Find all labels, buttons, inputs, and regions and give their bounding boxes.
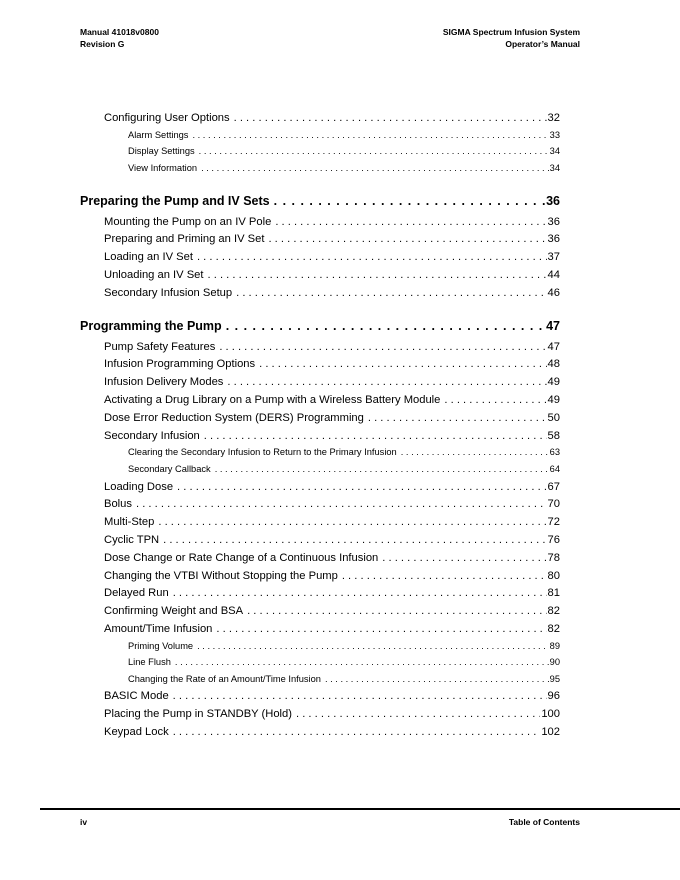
toc-page-number: 33 (549, 129, 560, 140)
toc-title: Preparing and Priming an IV Set (104, 233, 265, 246)
toc-title: Confirming Weight and BSA (104, 605, 244, 618)
dot-leader (296, 708, 540, 720)
toc-title: Line Flush (128, 657, 171, 668)
toc-section[interactable] (80, 216, 560, 234)
toc-title: Changing the VTBI Without Stopping the Pump (104, 569, 338, 582)
toc-title: Bolus (104, 498, 132, 511)
toc-page-number: 37 (547, 251, 560, 264)
toc-page-number: 36 (547, 233, 560, 246)
toc-page-number: 76 (547, 533, 560, 546)
dot-leader (208, 269, 547, 281)
dot-leader (173, 726, 541, 738)
toc-title: View Information (128, 162, 198, 173)
revision: Revision G (80, 39, 125, 49)
toc-section[interactable] (80, 570, 560, 588)
toc-section[interactable] (80, 587, 560, 605)
dot-leader (197, 251, 547, 263)
dot-leader (268, 233, 546, 245)
toc-page-number: 96 (547, 690, 560, 703)
dot-leader (215, 464, 549, 474)
toc-page-number: 36 (546, 193, 560, 208)
toc-page-number: 32 (547, 112, 560, 124)
dot-leader (136, 498, 547, 510)
toc-title: Pump Safety Features (104, 340, 216, 353)
header-right (443, 26, 580, 50)
toc-title: Activating a Drug Library on a Pump with a Wireless Battery Module (104, 393, 441, 406)
dot-leader (227, 376, 546, 388)
toc-page-number: 48 (547, 358, 560, 371)
toc-page-number: 89 (549, 640, 560, 651)
toc-subsection[interactable] (80, 674, 560, 691)
toc-subsection[interactable] (80, 447, 560, 464)
dot-leader (219, 341, 546, 353)
toc-section[interactable] (80, 376, 560, 394)
toc-title: Amount/Time Infusion (104, 622, 213, 635)
toc-page-number: 63 (549, 447, 560, 458)
toc-title: Loading an IV Set (104, 251, 193, 264)
toc-page-number: 34 (549, 162, 560, 173)
dot-leader (177, 481, 547, 493)
toc-chapter[interactable] (80, 194, 560, 216)
toc-section[interactable] (80, 481, 560, 499)
toc-page-number: 44 (547, 268, 560, 281)
product-name: SIGMA Spectrum Infusion System (442, 27, 580, 37)
toc-section[interactable] (80, 726, 560, 744)
toc-section[interactable] (80, 269, 560, 287)
toc-title: Unloading an IV Set (104, 268, 204, 281)
toc-chapter[interactable] (80, 319, 560, 341)
dot-leader (175, 657, 549, 667)
dot-leader (401, 447, 549, 457)
dot-leader (204, 430, 547, 442)
dot-leader (236, 287, 546, 299)
dot-leader (173, 690, 547, 702)
toc-title: Placing the Pump in STANDBY (Hold) (104, 708, 292, 721)
toc-subsection[interactable] (80, 163, 560, 180)
dot-leader (192, 130, 548, 140)
toc-subsection[interactable] (80, 146, 560, 163)
toc-title: BASIC Mode (104, 690, 169, 703)
dot-leader (173, 587, 547, 599)
toc-section[interactable] (80, 233, 560, 251)
toc-page-number: 49 (547, 393, 560, 406)
footer-rule (40, 808, 680, 810)
dot-leader (274, 194, 545, 208)
toc-page-number: 81 (547, 587, 560, 600)
header-left (80, 26, 159, 50)
toc-title: Preparing the Pump and IV Sets (80, 193, 270, 208)
toc-page-number: 64 (549, 463, 560, 474)
dot-leader (234, 112, 547, 124)
toc-title: Alarm Settings (128, 129, 189, 140)
dot-leader (382, 552, 546, 564)
toc-page-number: 50 (547, 411, 560, 424)
dot-leader (275, 216, 546, 228)
toc-section[interactable] (80, 605, 560, 623)
toc-page-number: 58 (547, 429, 560, 442)
toc-subsection[interactable] (80, 130, 560, 147)
toc-page-number: 90 (549, 657, 560, 668)
toc-page-number: 95 (549, 673, 560, 684)
toc-page-number: 82 (547, 622, 560, 635)
toc-title: Infusion Programming Options (104, 358, 256, 371)
dot-leader (226, 319, 545, 333)
table-of-contents (80, 112, 560, 744)
dot-leader (325, 674, 549, 684)
toc-page-number: 67 (547, 480, 560, 493)
toc-page-number: 46 (547, 286, 560, 299)
toc-page-number: 82 (547, 605, 560, 618)
toc-title: Delayed Run (104, 587, 169, 600)
toc-subsection[interactable] (80, 464, 560, 481)
dot-leader (444, 394, 546, 406)
toc-page-number: 72 (547, 516, 560, 529)
dot-leader (197, 641, 549, 651)
dot-leader (199, 146, 549, 156)
toc-section[interactable] (80, 534, 560, 552)
toc-section[interactable] (80, 251, 560, 269)
toc-title: Secondary Infusion (104, 429, 200, 442)
footer-page-number: iv (80, 817, 88, 827)
toc-section[interactable] (80, 708, 560, 726)
toc-section[interactable] (80, 394, 560, 412)
toc-section[interactable] (80, 412, 560, 430)
dot-leader (259, 358, 546, 370)
toc-title: Secondary Infusion Setup (104, 286, 233, 299)
toc-section[interactable] (80, 623, 560, 641)
toc-section[interactable] (80, 498, 560, 516)
toc-title: Changing the Rate of an Amount/Time Infusion (128, 673, 321, 684)
toc-page-number: 49 (547, 376, 560, 389)
toc-title: Priming Volume (128, 640, 194, 651)
toc-page-number: 47 (547, 340, 560, 353)
toc-section[interactable] (80, 341, 560, 359)
toc-title: Keypad Lock (104, 726, 169, 739)
toc-section[interactable] (80, 287, 560, 305)
manual-type: Operator’s Manual (505, 39, 580, 49)
toc-title: Programming the Pump (80, 318, 222, 333)
toc-title: Dose Error Reduction System (DERS) Programming (104, 411, 364, 424)
toc-title: Configuring User Options (104, 112, 230, 124)
toc-section[interactable] (80, 112, 560, 130)
toc-page-number: 36 (547, 215, 560, 228)
toc-title: Secondary Callback (128, 463, 211, 474)
toc-title: Cyclic TPN (104, 533, 160, 546)
toc-page-number: 34 (549, 146, 560, 157)
dot-leader (216, 623, 546, 635)
toc-section[interactable] (80, 358, 560, 376)
toc-section[interactable] (80, 516, 560, 534)
toc-title: Multi-Step (104, 516, 155, 529)
toc-title: Loading Dose (104, 480, 174, 493)
dot-leader (201, 163, 549, 173)
toc-section[interactable] (80, 690, 560, 708)
toc-page-number: 80 (547, 569, 560, 582)
toc-title: Dose Change or Rate Change of a Continuous Infusion (104, 551, 379, 564)
dot-leader (158, 516, 546, 528)
toc-title: Mounting the Pump on an IV Pole (104, 215, 272, 228)
toc-page-number: 102 (541, 726, 560, 739)
toc-title: Infusion Delivery Modes (104, 376, 224, 389)
toc-section[interactable] (80, 430, 560, 448)
toc-page-number: 70 (547, 498, 560, 511)
toc-section[interactable] (80, 552, 560, 570)
toc-page-number: 78 (547, 551, 560, 564)
footer-section: Table of Contents (508, 817, 580, 827)
dot-leader (342, 570, 547, 582)
toc-subsection[interactable] (80, 657, 560, 674)
toc-title: Display Settings (128, 146, 195, 157)
toc-title: Clearing the Secondary Infusion to Return to the Primary Infusion (128, 447, 397, 458)
manual-number: Manual 41018v0800 (80, 27, 159, 37)
dot-leader (247, 605, 546, 617)
dot-leader (163, 534, 546, 546)
toc-page-number: 47 (546, 318, 560, 333)
dot-leader (368, 412, 547, 424)
toc-subsection[interactable] (80, 641, 560, 658)
toc-page-number: 100 (541, 708, 560, 721)
